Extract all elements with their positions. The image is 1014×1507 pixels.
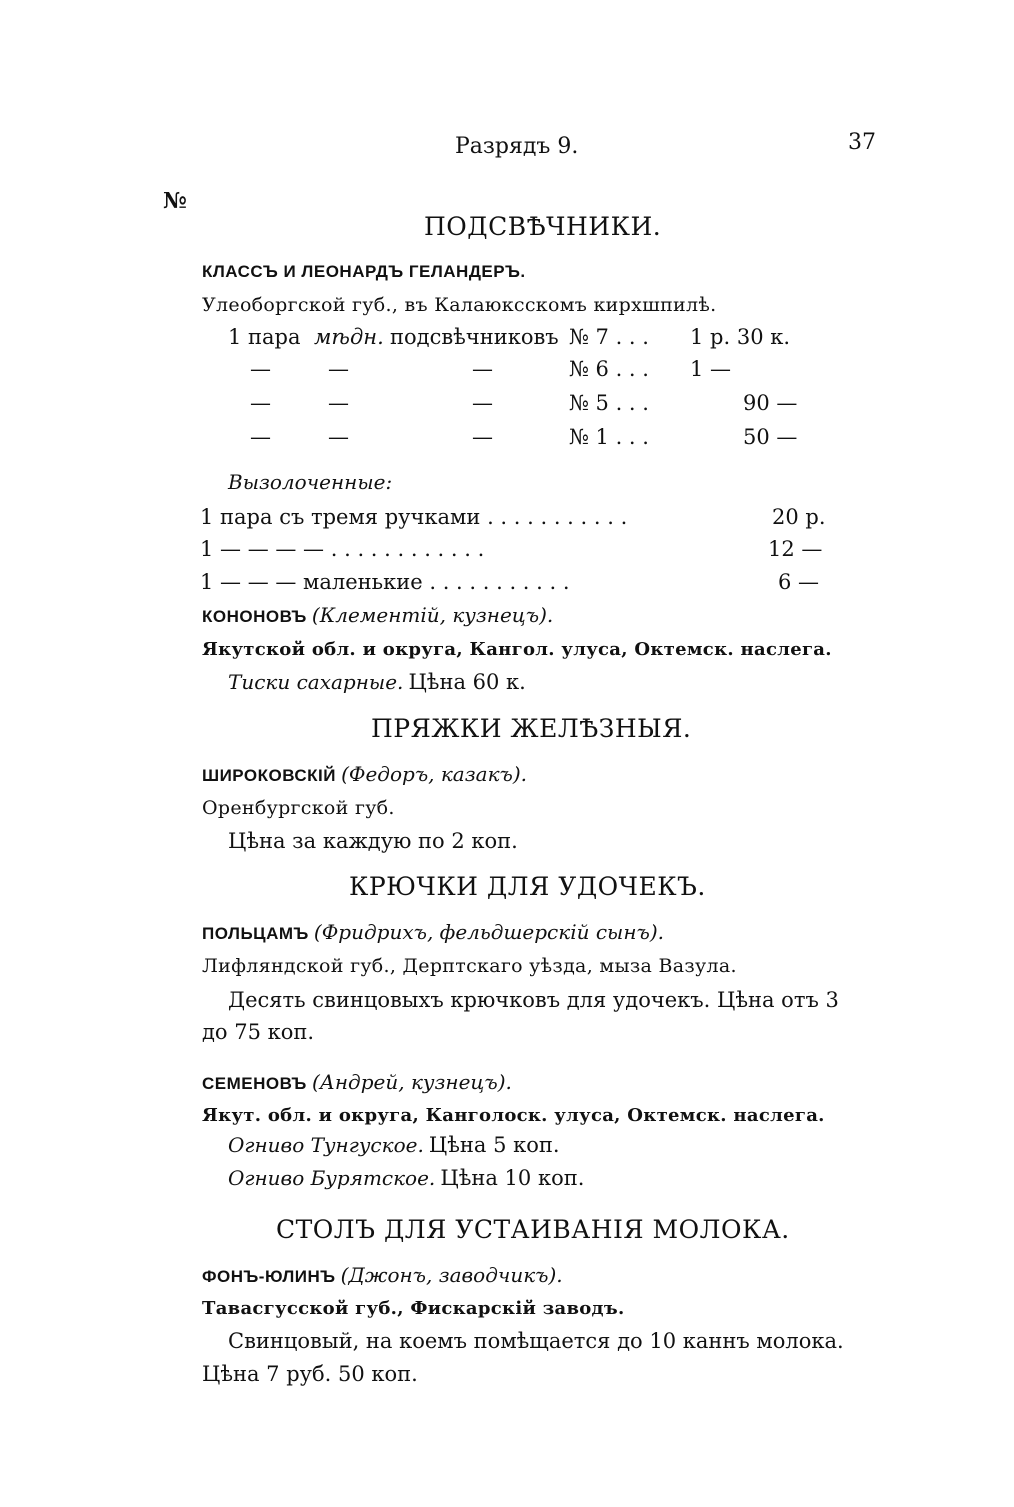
exhibitor-role: (Фридрихъ, фельдшерскій сынъ). [313, 920, 664, 944]
gilded-text: 1 пара съ тремя ручками . . . . . . . . . . . [200, 505, 628, 529]
item-name: Огниво Тунгуское. [228, 1133, 424, 1157]
item-desc: подсвѣчниковъ [390, 325, 559, 349]
exhibitor-address: Якутской обл. и округа, Кангол. улуса, Октемск. наслега. [202, 639, 832, 660]
item-price: Цѣна 5 коп. [428, 1133, 560, 1157]
item-no: № 5 . . . [569, 391, 649, 415]
gilded-label: Вызолоченные: [228, 470, 393, 494]
gilded-price: 12 — [768, 537, 823, 561]
exhibitor-entry [202, 1263, 563, 1287]
exhibitor-name: СЕМЕНОВЪ [202, 1074, 307, 1093]
item-desc: Десять свинцовыхъ крючковъ для удочекъ. Цѣна отъ 3 [228, 988, 839, 1012]
item-material: — [328, 357, 349, 381]
item-qty: — [250, 391, 271, 415]
item-price: 1 — [690, 357, 732, 381]
item-material: мѣдн. [314, 325, 384, 349]
section-title-fishhooks: КРЮЧКИ ДЛЯ УДОЧЕКЪ. [349, 872, 706, 901]
item-price: 50 — [743, 425, 798, 449]
exhibitor-entry [202, 762, 527, 786]
number-mark: № [163, 188, 187, 214]
exhibitor-entry [202, 920, 664, 944]
exhibitor-name: КОНОНОВЪ [202, 607, 307, 626]
gilded-text: 1 — — — — . . . . . . . . . . . . [200, 537, 485, 561]
exhibitor-address: Лифляндской губ., Дерптскаго уѣзда, мыза Вазула. [202, 955, 737, 977]
exhibitor-address: Улеоборгской губ., въ Калаюксскомъ кирхшпилѣ. [202, 294, 717, 316]
exhibitor-address: Оренбургской губ. [202, 797, 395, 819]
exhibitor-role: (Федоръ, казакъ). [341, 762, 527, 786]
item-material: — [328, 391, 349, 415]
item-desc: Свинцовый, на коемъ помѣщается до 10 каннъ молока. [228, 1329, 844, 1353]
item-price: Цѣна 10 коп. [440, 1166, 585, 1190]
item-price: 1 р. 30 к. [690, 325, 791, 349]
exhibitor-role: (Джонъ, заводчикъ). [340, 1263, 563, 1287]
item-line [228, 670, 526, 694]
section-title-milk-table: СТОЛЪ ДЛЯ УСТАИВАНІЯ МОЛОКА. [276, 1215, 790, 1244]
exhibitor-address: Якут. обл. и округа, Канголоск. улуса, Октемск. наслега. [202, 1105, 825, 1126]
item-line [228, 1133, 560, 1157]
exhibitor-role: (Андрей, кузнецъ). [311, 1070, 512, 1094]
item-desc: — [472, 425, 493, 449]
section-title-buckles: ПРЯЖКИ ЖЕЛѢЗНЫЯ. [371, 714, 692, 743]
exhibitor-entry [202, 603, 553, 627]
item-name: Огниво Бурятское. [228, 1166, 436, 1190]
page-number: 37 [848, 130, 876, 155]
item-no: № 1 . . . [569, 425, 649, 449]
exhibitor-name: ПОЛЬЦАМЪ [202, 924, 309, 943]
section-title-candlesticks: ПОДСВѢЧНИКИ. [424, 212, 662, 241]
item-desc: до 75 коп. [202, 1020, 315, 1044]
exhibitor-role: (Клементій, кузнецъ). [311, 603, 554, 627]
item-qty: — [250, 357, 271, 381]
gilded-price: 6 — [778, 570, 820, 594]
item-desc: — [472, 357, 493, 381]
item-line [228, 1166, 584, 1190]
exhibitor-name: ШИРОКОВСКІЙ [202, 766, 336, 785]
exhibitor-entry [202, 1070, 512, 1094]
item-desc: Цѣна 7 руб. 50 коп. [202, 1362, 418, 1386]
exhibitor-name: ФОНЪ-ЮЛИНЪ [202, 1267, 336, 1286]
item-no: № 7 . . . [569, 325, 649, 349]
gilded-text: 1 — — — маленькие . . . . . . . . . . . [200, 570, 570, 594]
item-desc: — [472, 391, 493, 415]
item-price: Цѣна 60 к. [408, 670, 526, 694]
item-qty: 1 пара [228, 325, 301, 349]
item-qty: — [250, 425, 271, 449]
exhibitor-address: Тавасгусской губ., Фискарскій заводъ. [202, 1298, 625, 1319]
exhibitor-name: КЛАССЪ И ЛЕОНАРДЪ ГЕЛАНДЕРЪ. [202, 262, 526, 281]
item-name: Тиски сахарные. [228, 670, 404, 694]
gilded-price: 20 р. [772, 505, 826, 529]
item-no: № 6 . . . [569, 357, 649, 381]
item-price: Цѣна за каждую по 2 коп. [228, 829, 518, 853]
item-material: — [328, 425, 349, 449]
item-price: 90 — [743, 391, 798, 415]
running-header: Разрядъ 9. [455, 134, 579, 159]
